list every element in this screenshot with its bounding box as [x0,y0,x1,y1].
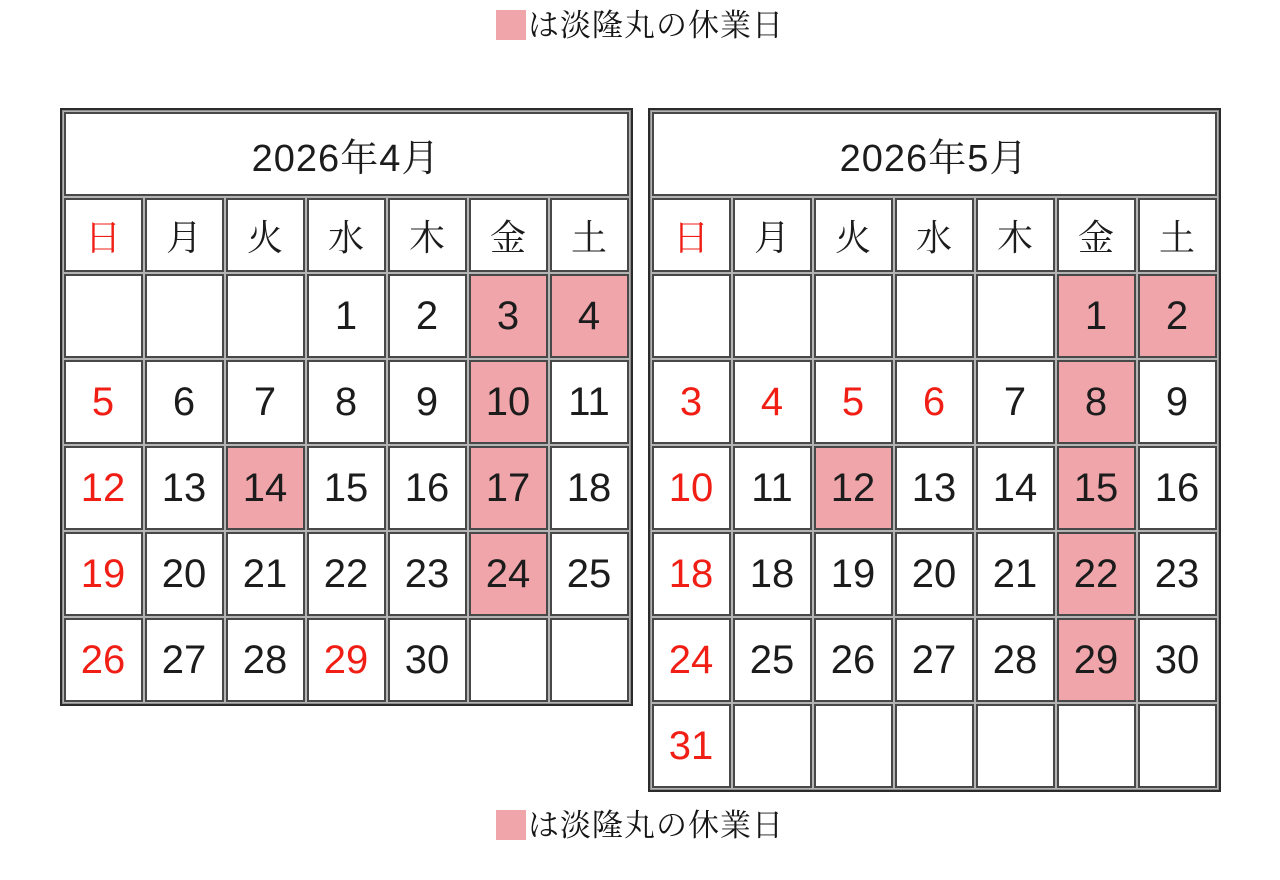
weekday-header-3: 水 [307,198,386,272]
day-cell-30: 30 [1138,618,1217,702]
day-cell-15: 15 [1057,446,1136,530]
weekday-header-4: 木 [388,198,467,272]
day-cell-6: 6 [145,360,224,444]
day-cell-empty [895,704,974,788]
day-cell-16: 16 [388,446,467,530]
day-cell-3: 3 [469,274,548,358]
day-cell-empty [733,704,812,788]
weekday-header-2: 火 [226,198,305,272]
day-cell-3: 3 [652,360,731,444]
calendar-april-2026 [60,108,633,706]
day-cell-empty [814,274,893,358]
day-cell-30: 30 [388,618,467,702]
day-cell-empty [814,704,893,788]
week-row [652,618,1217,702]
day-cell-12: 12 [64,446,143,530]
weekday-header-1: 月 [733,198,812,272]
week-row [652,360,1217,444]
calendar-title-row [652,112,1217,196]
day-cell-31: 31 [652,704,731,788]
legend-text: は淡隆丸の休業日 [528,808,784,843]
day-cell-26: 26 [64,618,143,702]
day-cell-15: 15 [307,446,386,530]
weekday-header-3: 水 [895,198,974,272]
calendars-row [0,108,1280,792]
week-row [64,532,629,616]
legend-bottom [0,806,1280,846]
day-cell-14: 14 [226,446,305,530]
day-cell-empty [145,274,224,358]
calendar-title-row [64,112,629,196]
day-cell-empty [733,274,812,358]
day-cell-9: 9 [388,360,467,444]
day-cell-25: 25 [733,618,812,702]
week-row [652,274,1217,358]
week-row [64,360,629,444]
weekday-header-0: 日 [64,198,143,272]
day-cell-25: 25 [550,532,629,616]
closed-day-swatch-icon [496,10,526,40]
day-cell-11: 11 [733,446,812,530]
day-cell-18: 18 [550,446,629,530]
day-cell-16: 16 [1138,446,1217,530]
weekday-header-4: 木 [976,198,1055,272]
weekday-header-0: 日 [652,198,731,272]
day-cell-5: 5 [814,360,893,444]
week-row [652,704,1217,788]
day-cell-17: 17 [469,446,548,530]
weekday-header-6: 土 [550,198,629,272]
day-cell-8: 8 [1057,360,1136,444]
calendar-title: 2026年4月 [64,112,629,196]
day-cell-1: 1 [307,274,386,358]
day-cell-empty [895,274,974,358]
weekday-header-6: 土 [1138,198,1217,272]
day-cell-empty [1057,704,1136,788]
day-cell-29: 29 [1057,618,1136,702]
day-cell-21: 21 [976,532,1055,616]
day-cell-empty [1138,704,1217,788]
day-cell-21: 21 [226,532,305,616]
day-cell-27: 27 [895,618,974,702]
weekday-header-1: 月 [145,198,224,272]
day-cell-19: 19 [64,532,143,616]
day-cell-2: 2 [1138,274,1217,358]
day-cell-20: 20 [895,532,974,616]
day-cell-13: 13 [895,446,974,530]
day-cell-23: 23 [1138,532,1217,616]
day-cell-11: 11 [550,360,629,444]
weekday-header-5: 金 [469,198,548,272]
day-cell-empty [64,274,143,358]
calendar-title: 2026年5月 [652,112,1217,196]
calendar-may-2026 [648,108,1221,792]
weekday-header-row [64,198,629,272]
day-cell-7: 7 [226,360,305,444]
day-cell-5: 5 [64,360,143,444]
day-cell-24: 24 [469,532,548,616]
day-cell-28: 28 [976,618,1055,702]
weekday-header-5: 金 [1057,198,1136,272]
weekday-header-row [652,198,1217,272]
day-cell-22: 22 [307,532,386,616]
day-cell-19: 19 [814,532,893,616]
day-cell-28: 28 [226,618,305,702]
day-cell-1: 1 [1057,274,1136,358]
day-cell-empty [226,274,305,358]
day-cell-empty [976,274,1055,358]
legend-top [0,0,1280,46]
day-cell-12: 12 [814,446,893,530]
week-row [64,618,629,702]
weekday-header-2: 火 [814,198,893,272]
day-cell-13: 13 [145,446,224,530]
day-cell-empty [652,274,731,358]
day-cell-9: 9 [1138,360,1217,444]
day-cell-22: 22 [1057,532,1136,616]
day-cell-empty [976,704,1055,788]
week-row [652,532,1217,616]
day-cell-18: 18 [652,532,731,616]
day-cell-10: 10 [652,446,731,530]
week-row [652,446,1217,530]
day-cell-29: 29 [307,618,386,702]
day-cell-6: 6 [895,360,974,444]
day-cell-7: 7 [976,360,1055,444]
day-cell-14: 14 [976,446,1055,530]
day-cell-18: 18 [733,532,812,616]
day-cell-27: 27 [145,618,224,702]
day-cell-4: 4 [550,274,629,358]
week-row [64,274,629,358]
day-cell-4: 4 [733,360,812,444]
day-cell-2: 2 [388,274,467,358]
day-cell-8: 8 [307,360,386,444]
day-cell-20: 20 [145,532,224,616]
closed-day-swatch-icon [496,810,526,840]
day-cell-empty [550,618,629,702]
day-cell-23: 23 [388,532,467,616]
week-row [64,446,629,530]
legend-text: は淡隆丸の休業日 [528,8,784,43]
day-cell-24: 24 [652,618,731,702]
day-cell-26: 26 [814,618,893,702]
day-cell-10: 10 [469,360,548,444]
day-cell-empty [469,618,548,702]
